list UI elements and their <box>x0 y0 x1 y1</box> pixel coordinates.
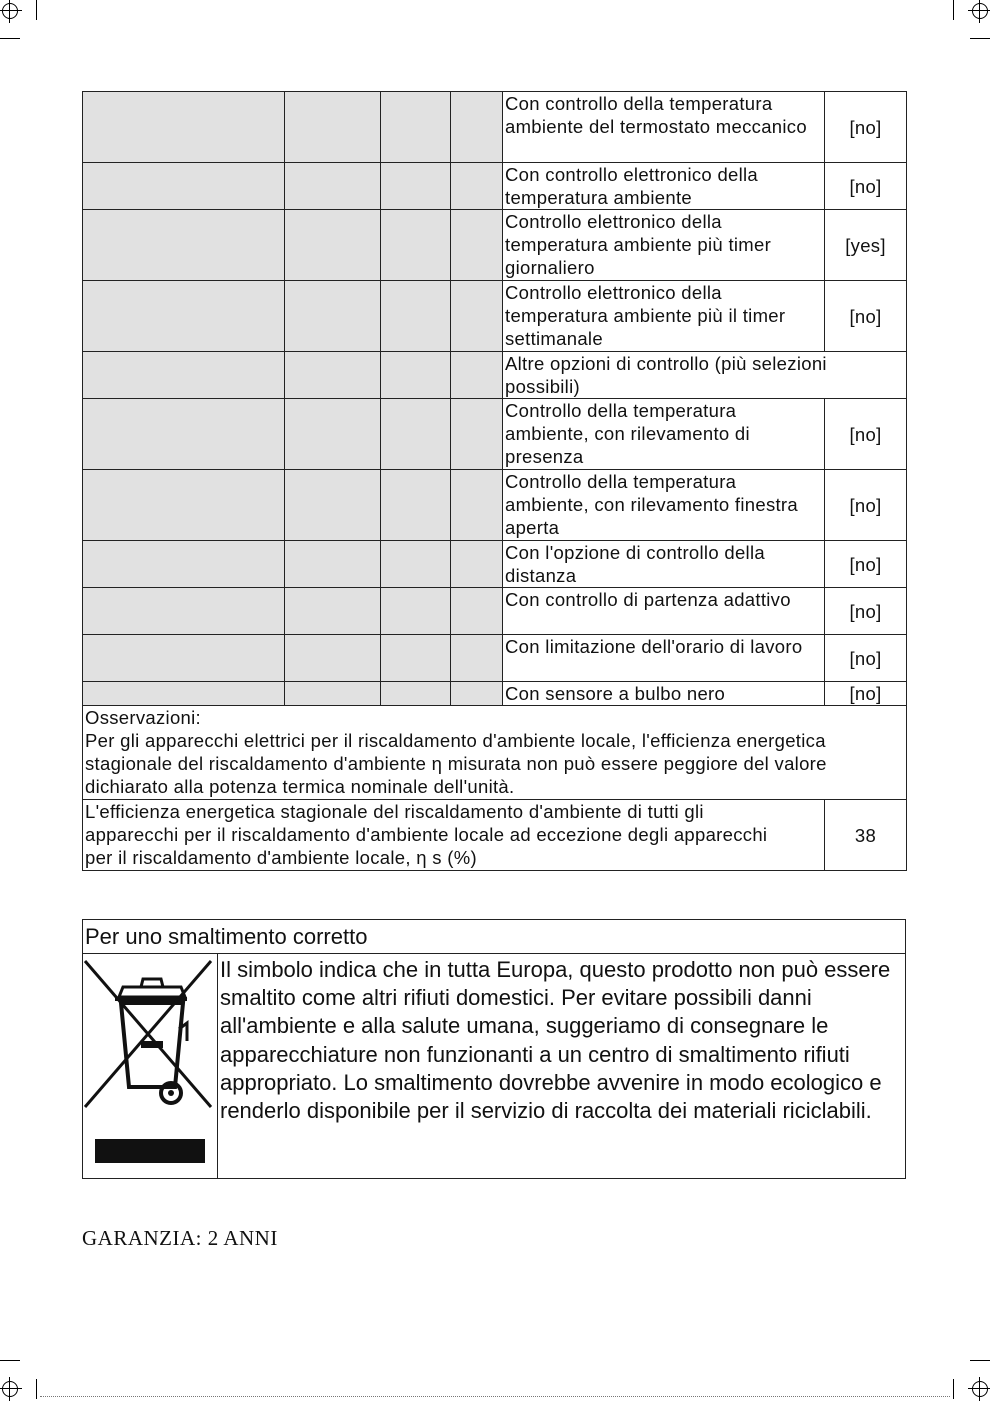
table-row <box>83 210 907 281</box>
blank-cell <box>285 399 381 470</box>
spec-description: Con controllo elettronico della temperatura ambiente <box>503 163 825 210</box>
table-row <box>83 163 907 210</box>
spec-description: Controllo elettronico della temperatura ambiente più il timer settimanale <box>503 281 825 352</box>
blank-cell <box>451 163 503 210</box>
blank-cell <box>451 682 503 706</box>
blank-cell <box>285 470 381 541</box>
efficiency-row <box>83 800 907 871</box>
crop-mark <box>953 0 954 20</box>
registration-mark-icon <box>972 3 988 19</box>
spec-value: [no] <box>825 163 907 210</box>
blank-cell <box>381 470 451 541</box>
blank-cell <box>83 163 285 210</box>
blank-cell <box>381 352 451 399</box>
blank-cell <box>83 470 285 541</box>
spec-description: Controllo della temperatura ambiente, con rilevamento di presenza <box>503 399 825 470</box>
blank-cell <box>451 635 503 682</box>
table-row <box>83 635 907 682</box>
disposal-icon-cell <box>83 953 218 1178</box>
blank-cell <box>83 635 285 682</box>
table-row <box>83 92 907 163</box>
blank-cell <box>285 541 381 588</box>
blank-cell <box>381 92 451 163</box>
registration-mark-icon <box>2 3 18 19</box>
table-row <box>83 588 907 635</box>
blank-cell <box>451 210 503 281</box>
spec-value: [no] <box>825 635 907 682</box>
blank-cell <box>83 281 285 352</box>
blank-cell <box>83 352 285 399</box>
table-row <box>83 470 907 541</box>
blank-cell <box>451 352 503 399</box>
blank-cell <box>451 541 503 588</box>
blank-cell <box>451 281 503 352</box>
spec-value: [no] <box>825 682 907 706</box>
table-row <box>83 682 907 706</box>
crop-mark <box>0 1360 20 1361</box>
spec-description: Con limitazione dell'orario di lavoro <box>503 635 825 682</box>
blank-cell <box>285 163 381 210</box>
blank-cell <box>381 281 451 352</box>
warranty-note: GARANZIA: 2 ANNI <box>82 1226 278 1250</box>
table-row <box>83 352 907 399</box>
spec-value: [no] <box>825 399 907 470</box>
blank-cell <box>83 92 285 163</box>
blank-cell <box>83 588 285 635</box>
crop-mark <box>36 1379 37 1399</box>
table-row <box>83 399 907 470</box>
blank-cell <box>83 210 285 281</box>
blank-cell <box>83 682 285 706</box>
blank-cell <box>381 210 451 281</box>
spec-value: [no] <box>825 470 907 541</box>
blank-cell <box>381 541 451 588</box>
blank-cell <box>381 635 451 682</box>
blank-cell <box>451 470 503 541</box>
remarks-text: Per gli apparecchi elettrici per il riscaldamento d'ambiente locale, l'efficienza energetica stagionale del riscaldamento d'ambiente η misurata non può essere peggiore del valore dichiarato alla potenza termica nominale dell'unità. <box>85 730 827 797</box>
crop-mark <box>970 1360 990 1361</box>
blank-cell <box>83 541 285 588</box>
spec-value: [no] <box>825 588 907 635</box>
crop-mark <box>36 0 37 20</box>
blank-cell <box>381 588 451 635</box>
blank-cell <box>381 163 451 210</box>
spec-value: [yes] <box>825 210 907 281</box>
spec-value: [no] <box>825 92 907 163</box>
remarks-cell <box>83 706 907 800</box>
registration-mark-icon <box>2 1381 18 1397</box>
blank-cell <box>285 682 381 706</box>
disposal-box <box>82 919 906 1179</box>
spec-description: Con controllo di partenza adattivo <box>503 588 825 635</box>
disposal-text: Il simbolo indica che in tutta Europa, questo prodotto non può essere smaltito come altri rifiuti domestici. Per evitare possibili danni all'ambiente e alla salute umana, suggeriamo di consegnare le apparecchiature non funzionanti a un centro di smaltimento rifiuti appropriato. Lo smaltimento dovrebbe avvenire in modo ecologico e renderlo disponibile per il servizio di raccolta dei materiali riciclabili. <box>220 957 891 1124</box>
heater-control-spec-table <box>82 91 907 871</box>
trim-line <box>40 1396 950 1397</box>
spec-description: Con sensore a bulbo nero <box>503 682 825 706</box>
spec-value: [no] <box>825 541 907 588</box>
registration-mark-icon <box>972 1381 988 1397</box>
efficiency-label: L'efficienza energetica stagionale del riscaldamento d'ambiente di tutti gli apparecchi per il riscaldamento d'ambiente locale ad eccezione degli apparecchi per il riscaldamento d'ambiente locale, η s (%) <box>83 800 825 871</box>
blank-cell <box>285 281 381 352</box>
spec-description: Controllo della temperatura ambiente, con rilevamento finestra aperta <box>503 470 825 541</box>
blank-cell <box>285 588 381 635</box>
remarks-label: Osservazioni: <box>85 707 201 728</box>
blank-cell <box>381 682 451 706</box>
remarks-row <box>83 706 907 800</box>
spec-description: Con l'opzione di controllo della distanza <box>503 541 825 588</box>
blank-cell <box>451 399 503 470</box>
crop-mark <box>953 1379 954 1399</box>
table-row <box>83 541 907 588</box>
crop-mark <box>0 38 20 39</box>
spec-description: Con controllo della temperatura ambiente del termostato meccanico <box>503 92 825 163</box>
spec-subheading: Altre opzioni di controllo (più selezioni possibili) <box>503 352 907 399</box>
blank-cell <box>285 210 381 281</box>
blank-cell <box>83 399 285 470</box>
blank-cell <box>451 588 503 635</box>
blank-cell <box>451 92 503 163</box>
spec-description: Controllo elettronico della temperatura ambiente più timer giornaliero <box>503 210 825 281</box>
efficiency-value: 38 <box>825 800 907 871</box>
blank-cell <box>381 399 451 470</box>
table-row <box>83 281 907 352</box>
spec-value: [no] <box>825 281 907 352</box>
disposal-title: Per uno smaltimento corretto <box>83 920 905 954</box>
blank-cell <box>285 352 381 399</box>
crossed-out-wheelie-bin-icon <box>83 953 217 1179</box>
blank-cell <box>285 92 381 163</box>
blank-cell <box>285 635 381 682</box>
crop-mark <box>970 38 990 39</box>
